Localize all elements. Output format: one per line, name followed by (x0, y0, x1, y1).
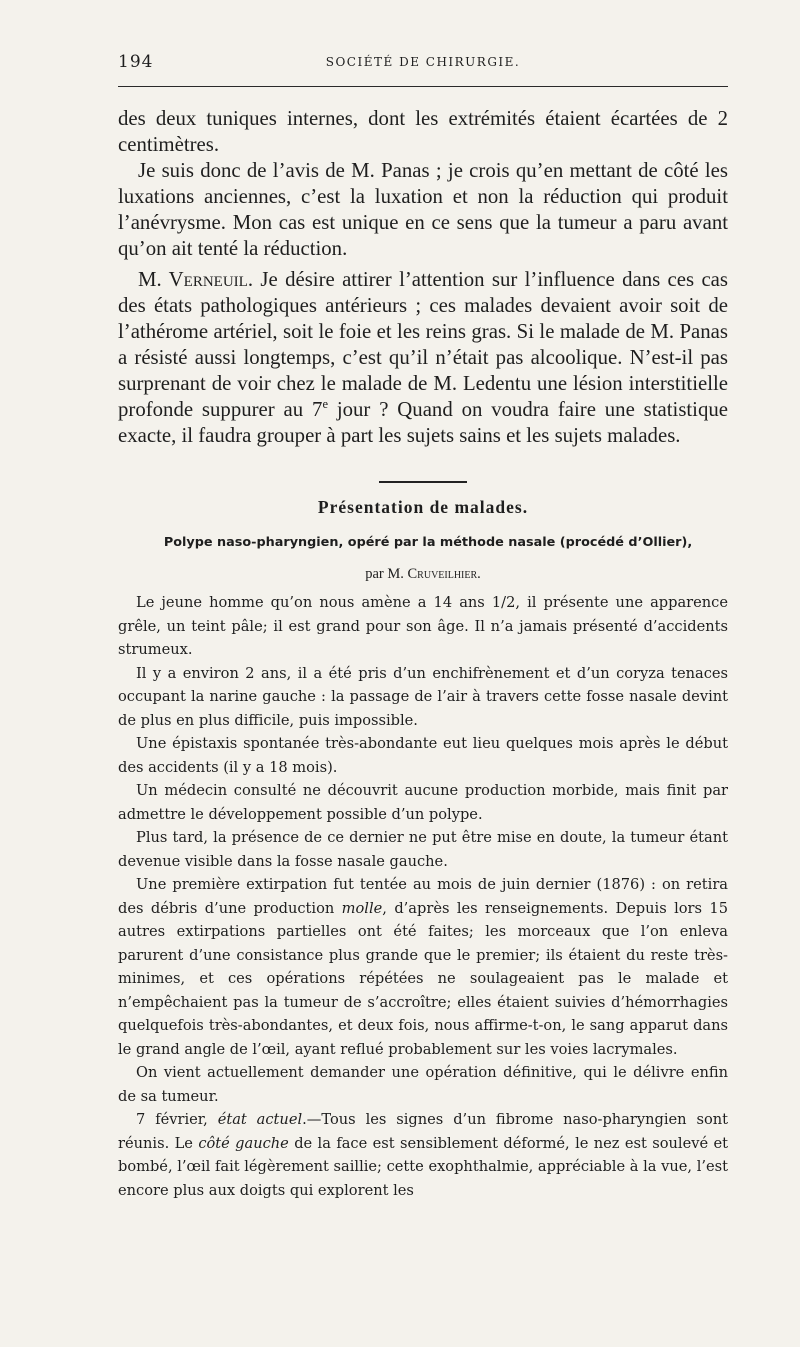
case-report-text (118, 591, 728, 1202)
section-divider (379, 481, 467, 483)
page-header (118, 52, 728, 74)
paragraph: Le jeune homme qu’on nous amène a 14 ans 1/2, il présente une apparence grêle, un teint pâle; il est grand pour son âge. Il n’a jamais présenté d’accidents strumeux. (118, 594, 728, 658)
section-title: Présentation de malades. (317, 497, 529, 517)
paragraph: Il y a environ 2 ans, il a été pris d’un enchifrènement et d’un coryza tenaces occupant la narine gauche : la passage de l’air à travers cette fosse nasale devint de plus en plus difficile, puis impossible. (118, 664, 728, 729)
paragraph: Plus tard, la présence de ce dernier ne put être mise en doute, la tumeur étant devenue visible dans la fosse nasale gauche. (118, 829, 728, 870)
article-title: Polype naso-pharyngien, opéré par la méthode nasale (procédé d’Ollier), (163, 535, 693, 550)
speaker-name: M. Verneuil. (138, 268, 254, 291)
paragraph: Un médecin consulté ne découvrit aucune production morbide, mais finit par admettre le développement possible d’un polype. (118, 782, 728, 823)
paragraph: Une épistaxis spontanée très-abondante eut lieu quelques mois après le début des accidents (il y a 18 mois). (118, 735, 728, 776)
running-title: SOCIÉTÉ DE CHIRURGIE. (325, 55, 521, 69)
discussion-text (118, 106, 728, 449)
paragraph: M. Verneuil. Je désire attirer l’attention sur l’influence dans ces cas des états pathologiques antérieurs ; ces malades devaient avoir soit de l’athérome artériel, soit le foie et les reins gras. Si le malade de M. Panas a résisté aussi longtemps, c’est qu’il n’était pas alcoolique. N’est-il pas surprenant de voir chez le malade de M. Ledentu une lésion interstitielle profonde suppurer au 7e jour ? Quand on voudra faire une statistique exacte, il faudra grouper à part les sujets sains et les sujets malades. (118, 268, 728, 447)
paragraph: Une première extirpation fut tentée au mois de juin dernier (1876) : on retira des débris d’une production molle, d’après les renseignements. Depuis lors 15 autres extirpations partielles ont été faites; les morceaux que l’on enleva parurent d’une consistance plus grande que le premier; ils étaient du reste très-minimes, et ces opérations répétées ne soulageaient pas le malade et n’empêchaient pas la tumeur de s’accroître; elles étaient suivies d’hémorrhagies quelquefois très-abondantes, et deux fois, nous affirme-t-on, le sang apparut dans le grand angle de l’œil, ayant reflué probablement sur les voies lacrymales. (118, 876, 728, 1058)
paragraph: On vient actuellement demander une opération définitive, qui le délivre enfin de sa tumeur. (118, 1064, 728, 1105)
page-number: 194 (118, 52, 154, 72)
paragraph: des deux tuniques internes, dont les extrémités étaient écartées de 2 centimètres. (118, 107, 728, 156)
paragraph: 7 février, état actuel.—Tous les signes d’un fibrome naso-pharyngien sont réunis. Le côté gauche de la face est sensiblement déformé, le nez est soulevé et bombé, l’œil fait légèrement saillie; cette exophthalmie, appréciable à la vue, l’est encore plus aux doigts qui explorent les (118, 1111, 729, 1199)
paragraph: Je suis donc de l’avis de M. Panas ; je crois qu’en mettant de côté les luxations anciennes, c’est la luxation et non la réduction qui produit l’anévrysme. Mon cas est unique en ce sens que la tumeur a paru avant qu’on ait tenté la réduction. (118, 159, 728, 260)
author-line: par M. Cruveilhier. (365, 566, 481, 582)
header-rule (118, 86, 728, 87)
author-name: Cruveilhier. (407, 566, 481, 582)
